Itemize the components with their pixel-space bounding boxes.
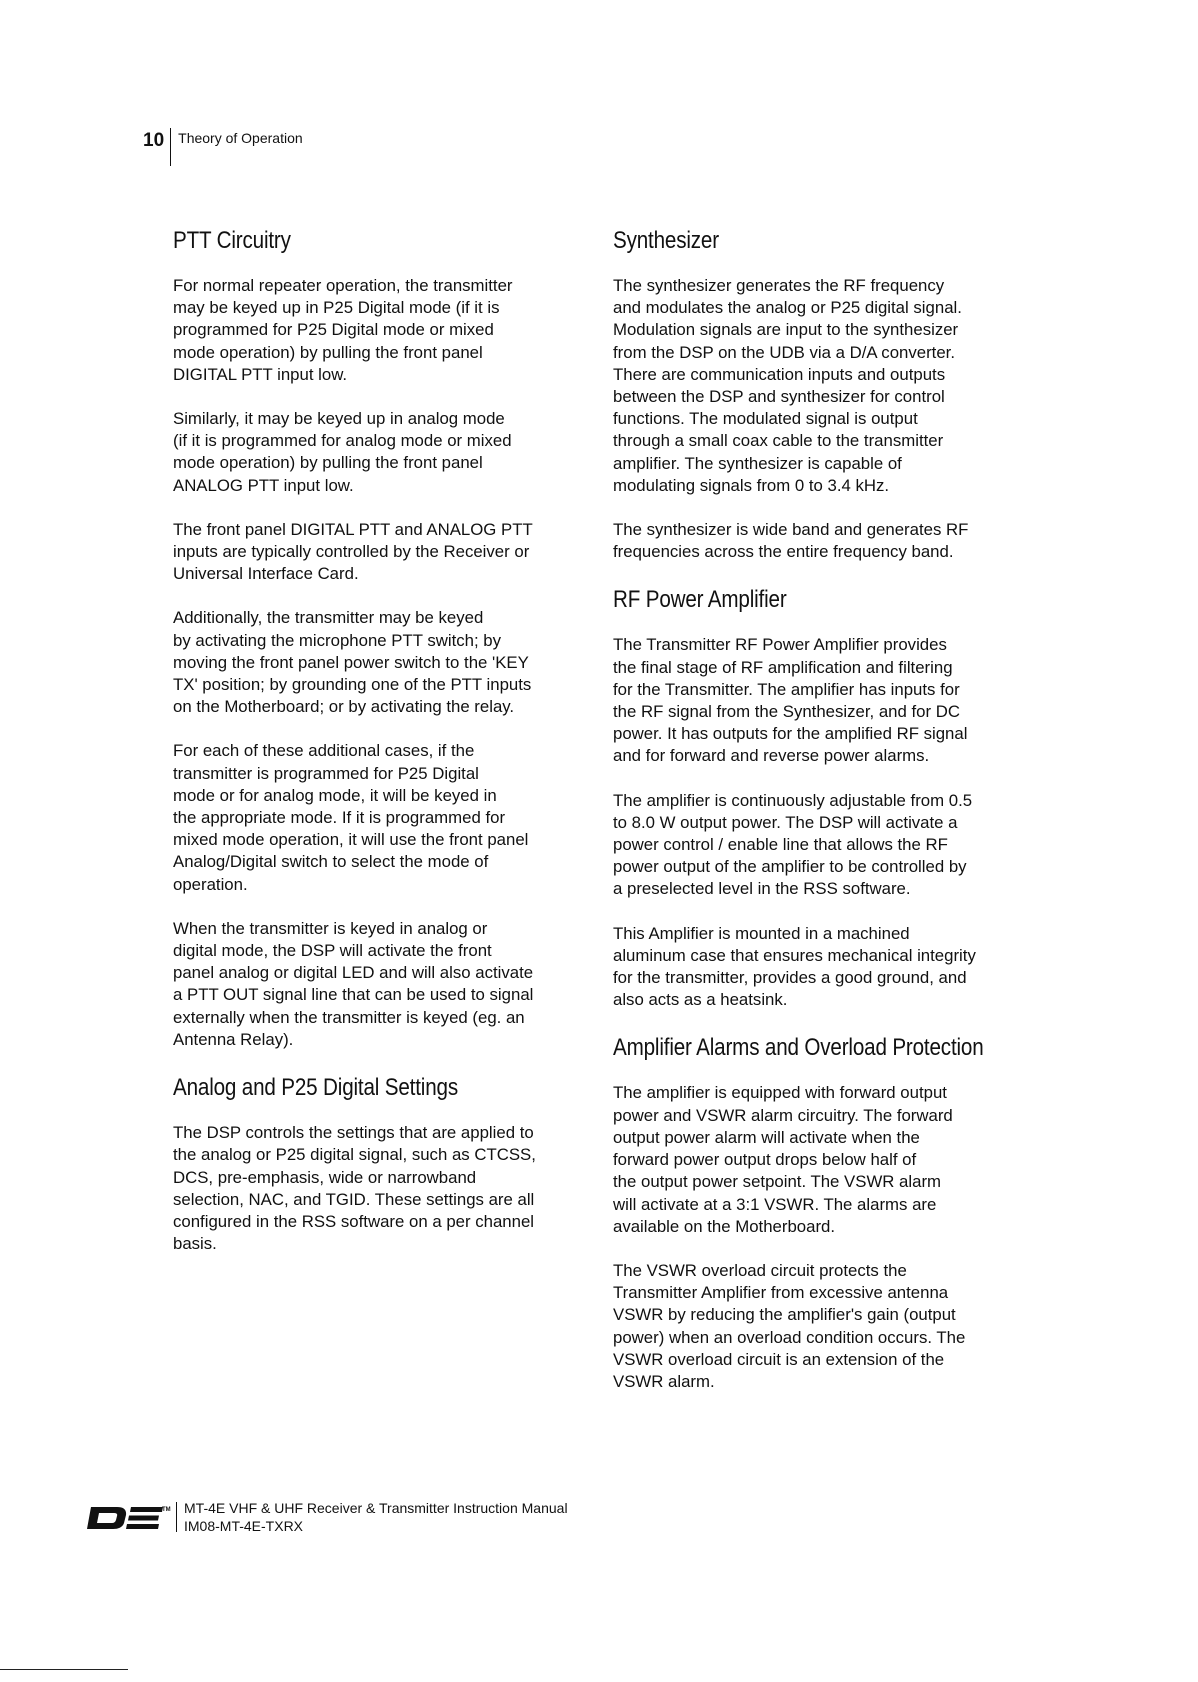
paragraph: The synthesizer is wide band and generates RF frequencies across the entire frequency band. <box>613 520 969 562</box>
section-ptt-circuitry <box>173 226 593 1051</box>
footer-text-block <box>184 1499 568 1535</box>
trademark-mark: TM <box>162 1507 171 1513</box>
section-heading: PTT Circuitry <box>173 227 291 254</box>
paragraph: Additionally, the transmitter may be keyed by activating the microphone PTT switch; by moving the front panel power switch to the 'KEY TX' position; by grounding one of the PTT inputs on the Motherboard; or by activating the relay. <box>173 608 532 717</box>
section-heading: Analog and P25 Digital Settings <box>173 1074 458 1102</box>
running-section-title: Theory of Operation <box>178 130 303 146</box>
section-rf-power-amplifier <box>613 585 1033 1011</box>
page-footer <box>87 1499 568 1535</box>
section-analog-p25-settings <box>173 1073 593 1255</box>
right-column <box>613 226 1033 1415</box>
page-header <box>143 128 303 168</box>
section-heading: RF Power Amplifier <box>613 586 787 614</box>
paragraph: Similarly, it may be keyed up in analog mode (if it is programmed for analog mode or mixed mode operation) by pulling the front panel ANALOG PTT input low. <box>173 409 512 495</box>
paragraph: The synthesizer generates the RF frequency and modulates the analog or P25 digital signal. Modulation signals are input to the synthesizer from the DSP on the UDB via a D/A converter. There are communication inputs and outputs between the DSP and synthesizer for control functions. The modulated signal is output through a small coax cable to the transmitter amplifier. The synthesizer is capable of modulating signals from 0 to 3.4 kHz. <box>613 276 962 495</box>
scan-edge-line <box>0 1669 128 1670</box>
manual-title: MT-4E VHF & UHF Receiver & Transmitter Instruction Manual <box>184 1500 568 1516</box>
paragraph: This Amplifier is mounted in a machined aluminum case that ensures mechanical integrity for the transmitter, provides a good ground, and also acts as a heatsink. <box>613 923 976 1010</box>
paragraph: For normal repeater operation, the transmitter may be keyed up in P25 Digital mode (if it is programmed for P25 Digital mode or mixed mode operation) by pulling the front panel DIGITAL PTT input low. <box>173 276 513 384</box>
paragraph: The amplifier is equipped with forward output power and VSWR alarm circuitry. The forward output power alarm will activate when the forward power output drops below half of the output power setpoint. The VSWR alarm will activate at a 3:1 VSWR. The alarms are available on the Motherboard. <box>613 1083 953 1236</box>
section-heading: Amplifier Alarms and Overload Protection <box>613 1034 984 1062</box>
document-id: IM08-MT-4E-TXRX <box>184 1518 304 1534</box>
paragraph: When the transmitter is keyed in analog or digital mode, the DSP will activate the front panel analog or digital LED and will also activate a PTT OUT signal line that can be used to signal externally when the transmitter is keyed (eg. an Antenna Relay). <box>173 918 534 1049</box>
paragraph: The front panel DIGITAL PTT and ANALOG PTT inputs are typically controlled by the Receiver or Universal Interface Card. <box>173 519 533 584</box>
paragraph: For each of these additional cases, if the transmitter is programmed for P25 Digital mode or for analog mode, it will be keyed in the appropriate mode. If it is programmed for mixed mode operation, it will use the front panel Analog/Digital switch to select the mode of operation. <box>173 741 529 894</box>
section-amplifier-alarms <box>613 1033 1033 1393</box>
section-synthesizer <box>613 226 1033 563</box>
paragraph: The Transmitter RF Power Amplifier provides the final stage of RF amplification and filtering for the Transmitter. The amplifier has inputs for the RF signal from the Synthesizer, and for DC power. It has outputs for the amplified RF signal and for forward and reverse power alarms. <box>613 635 968 766</box>
paragraph: The amplifier is continuously adjustable from 0.5 to 8.0 W output power. The DSP will activate a power control / enable line that allows the RF power output of the amplifier to be controlled by a preselected level in the RSS software. <box>613 790 973 899</box>
left-column <box>173 226 593 1277</box>
section-heading: Synthesizer <box>613 227 719 254</box>
footer-divider <box>176 1502 177 1532</box>
page-number: 10 <box>143 130 165 151</box>
paragraph: The VSWR overload circuit protects the Transmitter Amplifier from excessive antenna VSWR by reducing the amplifier's gain (output power) when an overload condition occurs. The VSWR overload circuit is an extension of the VSWR alarm. <box>613 1260 966 1391</box>
header-divider <box>170 128 171 166</box>
paragraph: The DSP controls the settings that are applied to the analog or P25 digital signal, such as CTCSS, DCS, pre-emphasis, wide or narrowband selection, NAC, and TGID. These settings are all configured in the RSS software on a per channel basis. <box>173 1123 536 1254</box>
de-logo-icon <box>87 1503 172 1531</box>
